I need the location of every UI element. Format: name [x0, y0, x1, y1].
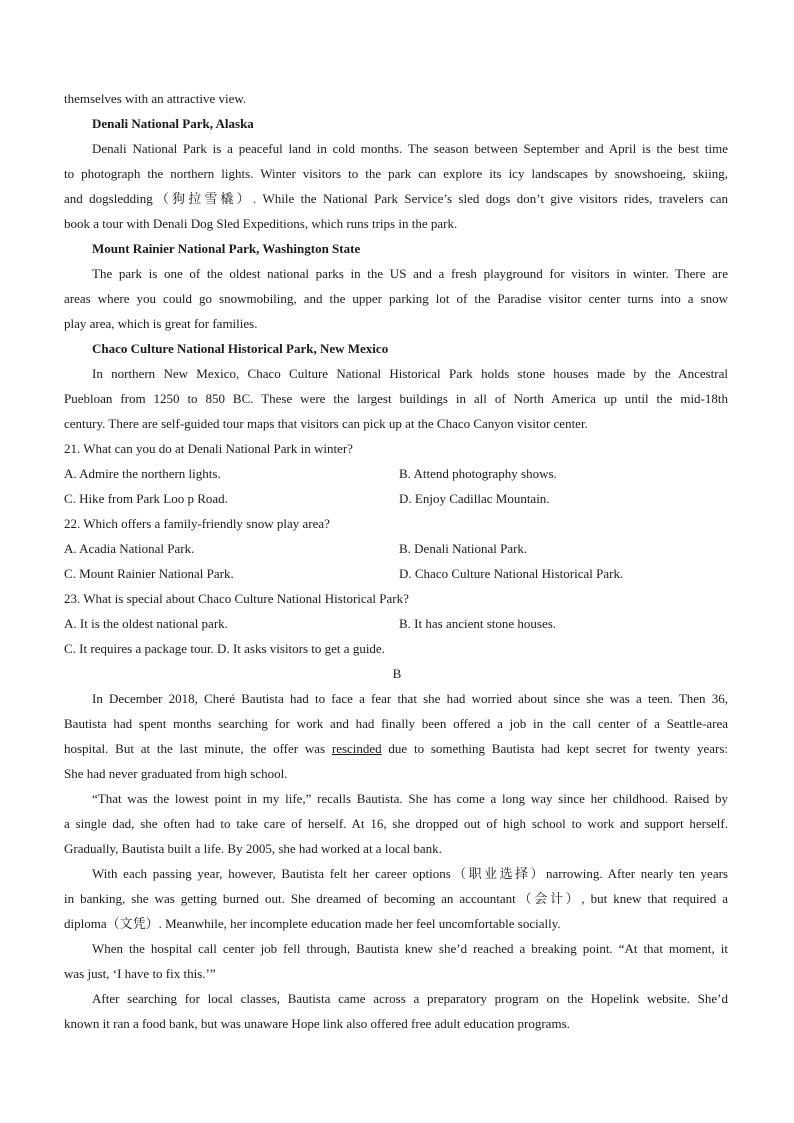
question-22-stem: 22. Which offers a family-friendly snow play area? — [64, 516, 330, 531]
passage-b-p1-line-4: She had never graduated from high school. — [64, 766, 288, 781]
denali-line-1: Denali National Park is a peaceful land in cold months. The season between September and April is the best time — [92, 141, 728, 156]
question-21-option-a: A. Admire the northern lights. — [64, 466, 221, 481]
passage-b-p3-line-1: With each passing year, however, Bautista felt her career options（职业选择）narrowing. After nearly ten years — [92, 866, 728, 881]
section-heading-denali: Denali National Park, Alaska — [92, 116, 254, 131]
question-23-stem: 23. What is special about Chaco Culture National Historical Park? — [64, 591, 409, 606]
paragraph-tail: themselves with an attractive view. — [64, 91, 247, 106]
chaco-line-2: Puebloan from 1250 to 850 BC. These were the largest buildings in all of North America up until the mid-18th — [64, 391, 728, 406]
passage-b-p4-line-1: When the hospital call center job fell through, Bautista knew she’d reached a breaking point. “At that moment, it — [92, 941, 728, 956]
section-heading-rainier: Mount Rainier National Park, Washington State — [92, 241, 361, 256]
chaco-line-3: century. There are self-guided tour maps that visitors can pick up at the Chaco Canyon visitor center. — [64, 416, 588, 431]
chaco-line-1: In northern New Mexico, Chaco Culture National Historical Park holds stone houses made by the Ancestral — [92, 366, 728, 381]
passage-b-p2-line-1: “That was the lowest point in my life,” recalls Bautista. She has come a long way since her childhood. Raised by — [92, 791, 728, 806]
denali-line-2: to photograph the northern lights. Winter visitors to the park can explore its icy landscapes by snowshoeing, skiing, — [64, 166, 728, 181]
passage-b-label: B — [392, 666, 402, 681]
question-22-option-a: A. Acadia National Park. — [64, 541, 195, 556]
passage-b-p4-line-2: was just, ‘I have to fix this.’” — [64, 966, 216, 981]
section-heading-chaco: Chaco Culture National Historical Park, New Mexico — [92, 341, 389, 356]
passage-b-p1-line-2: Bautista had spent months searching for work and had finally been offered a job in the call center of a Seattle-area — [64, 716, 728, 731]
question-23-option-a: A. It is the oldest national park. — [64, 616, 228, 631]
rainier-line-1: The park is one of the oldest national parks in the US and a fresh playground for visitors in winter. There are — [92, 266, 728, 281]
question-22-option-d: D. Chaco Culture National Historical Park. — [399, 566, 624, 581]
question-21-option-d: D. Enjoy Cadillac Mountain. — [399, 491, 550, 506]
p1-line-3-end: due to something Bautista had kept secret for twenty years: — [381, 741, 728, 756]
question-22-option-b: B. Denali National Park. — [399, 541, 528, 556]
question-23-option-b: B. It has ancient stone houses. — [399, 616, 557, 631]
question-23-options-cd: C. It requires a package tour. D. It asks visitors to get a guide. — [64, 641, 385, 656]
passage-b-p1-line-3 — [64, 741, 728, 757]
question-21-stem: 21. What can you do at Denali National Park in winter? — [64, 441, 353, 456]
passage-b-p2-line-3: Gradually, Bautista built a life. By 2005, she had worked at a local bank. — [64, 841, 442, 856]
passage-b-p3-line-2: in banking, she was getting burned out. She dreamed of becoming an accountant（会计）, but knew that required a — [64, 891, 728, 906]
passage-b-p3-line-3: diploma（文凭）. Meanwhile, her incomplete education made her feel uncomfortable socially. — [64, 916, 561, 931]
underlined-word-rescinded: rescinded — [331, 741, 382, 756]
rainier-line-2: areas where you could go snowmobiling, and the upper parking lot of the Paradise visitor center turns into a snow — [64, 291, 728, 306]
denali-line-3: and dogsledding（狗拉雪橇）. While the National Park Service’s sled dogs don’t give visitors rides, travelers can — [64, 191, 728, 206]
passage-b-p2-line-2: a single dad, she often had to take care of herself. At 16, she dropped out of high school to work and support herself. — [64, 816, 728, 831]
passage-b-p1-line-1: In December 2018, Cheré Bautista had to face a fear that she had worried about since she was a teen. Then 36, — [92, 691, 728, 706]
question-21-option-b: B. Attend photography shows. — [399, 466, 557, 481]
question-22-option-c: C. Mount Rainier National Park. — [64, 566, 234, 581]
p1-line-3-start: hospital. But at the last minute, the offer was — [64, 741, 332, 756]
passage-b-p5-line-1: After searching for local classes, Bautista came across a preparatory program on the Hopelink website. She’d — [92, 991, 728, 1006]
denali-line-4: book a tour with Denali Dog Sled Expeditions, which runs trips in the park. — [64, 216, 458, 231]
passage-b-p5-line-2: known it ran a food bank, but was unaware Hope link also offered free adult education programs. — [64, 1016, 570, 1031]
rainier-line-3: play area, which is great for families. — [64, 316, 258, 331]
question-21-option-c: C. Hike from Park Loo p Road. — [64, 491, 228, 506]
